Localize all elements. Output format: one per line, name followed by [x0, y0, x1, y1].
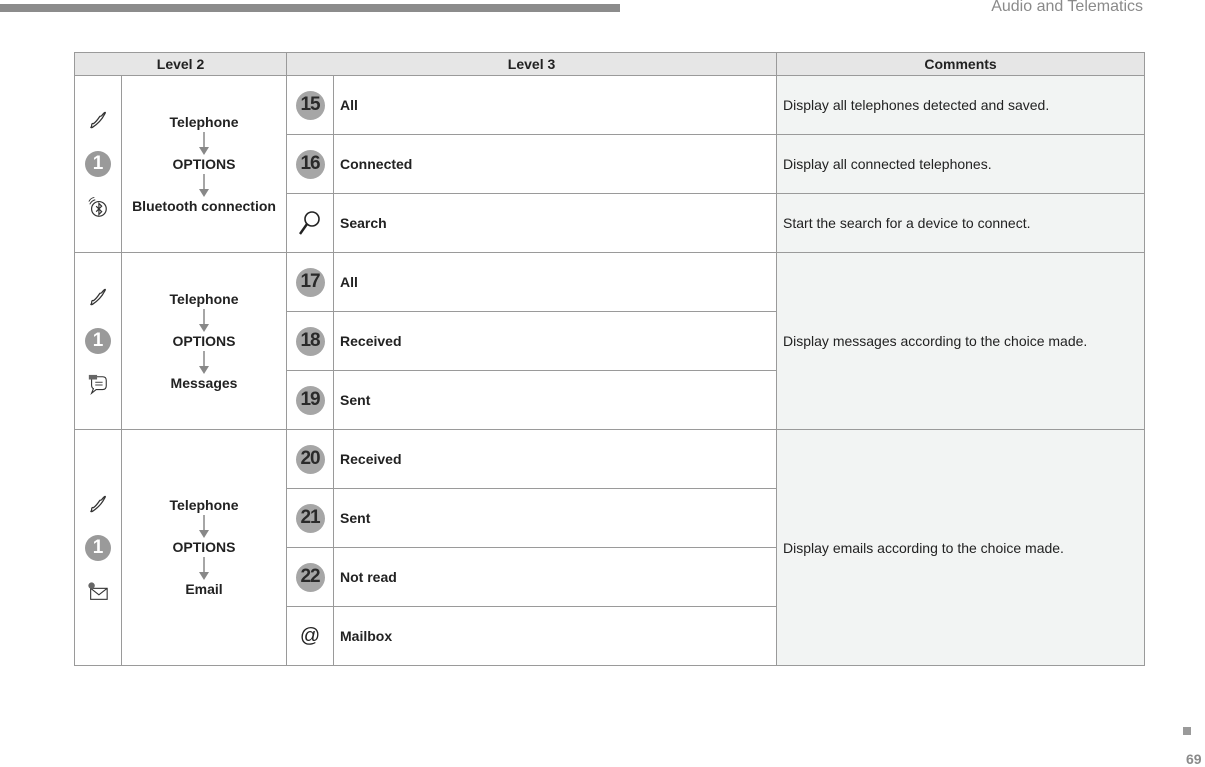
table-header-row	[75, 53, 1145, 76]
level3-label: Sent	[334, 489, 777, 548]
number-badge: 19	[296, 386, 325, 415]
comment: Display messages according to the choice made.	[777, 253, 1145, 430]
badge-cell	[287, 76, 334, 135]
phone-icon	[87, 286, 109, 308]
badge-cell	[287, 489, 334, 548]
path-step: Bluetooth connection	[132, 197, 276, 214]
badge-cell	[287, 194, 334, 253]
badge-cell	[287, 371, 334, 430]
path-step: OPTIONS	[172, 539, 236, 555]
number-badge: 22	[296, 563, 325, 592]
badge-cell	[287, 607, 334, 666]
arrow-down-icon	[198, 308, 210, 333]
comment: Display all telephones detected and saved.	[777, 76, 1145, 135]
badge-cell	[287, 253, 334, 312]
phone-icon	[87, 493, 109, 515]
email-icon	[87, 581, 109, 603]
arrow-down-icon	[198, 173, 210, 198]
number-badge: 18	[296, 327, 325, 356]
menu-path	[122, 430, 287, 666]
table-row	[75, 76, 1145, 135]
badge-cell	[287, 430, 334, 489]
magnifier-icon	[298, 210, 322, 236]
path-step: Telephone	[169, 497, 239, 513]
section-title: Audio and Telematics	[991, 0, 1143, 15]
arrow-down-icon	[198, 350, 210, 375]
path-step: Telephone	[169, 290, 239, 307]
badge-cell	[287, 135, 334, 194]
path-step: Telephone	[169, 113, 239, 130]
menu-table	[74, 52, 1145, 666]
path-step: Email	[185, 581, 223, 597]
path-step: OPTIONS	[172, 155, 236, 172]
comment: Display emails according to the choice made.	[777, 430, 1145, 666]
group-icons	[75, 253, 122, 430]
arrow-down-icon	[198, 514, 210, 539]
number-badge: 1	[85, 328, 111, 354]
at-sign-icon: @	[299, 624, 321, 647]
comment: Display all connected telephones.	[777, 135, 1145, 194]
top-rule	[0, 4, 620, 12]
number-badge: 21	[296, 504, 325, 533]
level3-label: All	[334, 76, 777, 135]
arrow-down-icon	[198, 556, 210, 581]
sms-message-icon	[87, 374, 109, 396]
level3-label: Received	[334, 430, 777, 489]
arrow-down-icon	[198, 131, 210, 156]
number-badge: 1	[85, 535, 111, 561]
level3-label: Received	[334, 312, 777, 371]
number-badge: 17	[296, 268, 325, 297]
level3-label: Search	[334, 194, 777, 253]
header-level3: Level 3	[287, 53, 777, 76]
number-badge: 20	[296, 445, 325, 474]
comment: Start the search for a device to connect.	[777, 194, 1145, 253]
header-level2: Level 2	[75, 53, 287, 76]
menu-path	[122, 253, 287, 430]
number-badge: 15	[296, 91, 325, 120]
path-step: Messages	[170, 374, 238, 391]
header-comments: Comments	[777, 53, 1145, 76]
table-row	[75, 253, 1145, 312]
group-icons	[75, 430, 122, 666]
page-number: 69	[1186, 751, 1202, 767]
number-badge: 16	[296, 150, 325, 179]
number-badge: 1	[85, 151, 111, 177]
badge-cell	[287, 548, 334, 607]
level3-label: Connected	[334, 135, 777, 194]
level3-label: All	[334, 253, 777, 312]
badge-cell	[287, 312, 334, 371]
level3-label: Sent	[334, 371, 777, 430]
path-step: OPTIONS	[172, 332, 236, 349]
bluetooth-icon	[87, 197, 109, 219]
table-row	[75, 430, 1145, 489]
level3-label: Not read	[334, 548, 777, 607]
menu-path	[122, 76, 287, 253]
group-icons	[75, 76, 122, 253]
page-marker	[1183, 727, 1191, 735]
phone-icon	[87, 109, 109, 131]
level3-label: Mailbox	[334, 607, 777, 666]
